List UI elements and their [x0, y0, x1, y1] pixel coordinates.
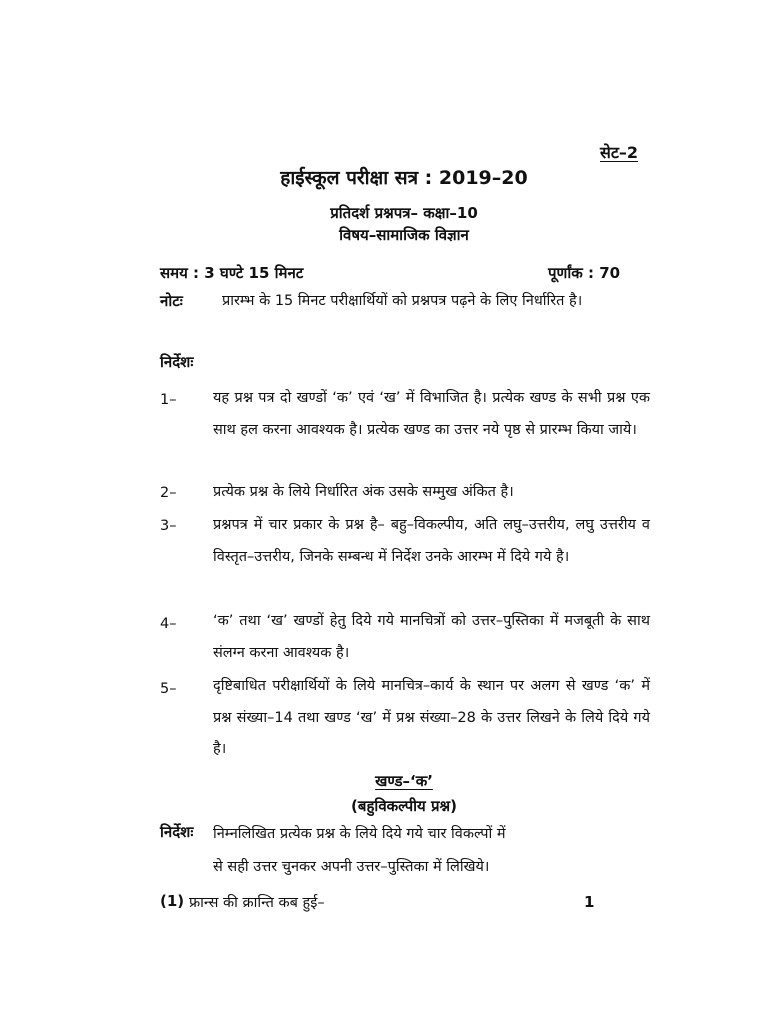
section-direction-line: निम्नलिखित प्रत्येक प्रश्न के लिये दिये गये चार विकल्पों में [213, 826, 506, 842]
exam-title: हाईस्कूल परीक्षा सत्र : 2019–20 [280, 167, 528, 189]
max-marks: पूर्णांक : 70 [548, 264, 621, 282]
instruction-text: प्रश्नपत्र में चार प्रकार के प्रश्न है– बहु–विकल्पीय, अति लघु–उत्तरीय, लघु उत्तरीय व विस्तृत–उत्तरीय, जिनके सम्बन्ध में निर्देश उनके आरम्भ में दिये गये है। [213, 517, 650, 565]
note-label: नोटः [160, 292, 183, 310]
instruction-number: 2– [160, 485, 177, 501]
section-direction-label: निर्देशः [160, 823, 194, 841]
instruction-number: 1– [160, 392, 177, 408]
time-allowed: समय : 3 घण्टे 15 मिनट [160, 264, 304, 282]
section-subtitle: (बहुविकल्पीय प्रश्न) [351, 797, 457, 815]
question-text: फ्रान्स की क्रान्ति कब हुई– [189, 895, 325, 911]
section-direction [213, 818, 650, 884]
instruction-text: प्रत्येक प्रश्न के लिये निर्धारित अंक उसके सम्मुख अंकित है। [213, 484, 514, 500]
instruction-text: ‘क’ तथा ‘ख’ खण्डों हेतु दिये गये मानचित्रों को उत्तर–पुस्तिका में मजबूती के साथ संलग्न करना आवश्यक है। [213, 613, 650, 661]
instruction-text: दृष्टिबाधित परीक्षार्थियों के लिये मानचित्र–कार्य के स्थान पर अलग से खण्ड ‘क’ में प्रश्न संख्या–14 तथा खण्ड ‘ख’ में प्रश्न संख्या–28 के उत्तर लिखने के लिये दिये गये है। [213, 678, 650, 757]
instruction-number: 4– [160, 616, 177, 632]
instructions-label: निर्देशः [160, 353, 194, 371]
note-text: प्रारम्भ के 15 मिनट परीक्षार्थियों को प्रश्नपत्र पढ़ने के लिए निर्धारित है। [222, 293, 583, 309]
instruction-text: यह प्रश्न पत्र दो खण्डों ‘क’ एवं ‘ख’ में विभाजित है। प्रत्येक खण्ड के सभी प्रश्न एक साथ हल करना आवश्यक है। प्रत्येक खण्ड का उत्तर नये पृष्ठ से प्रारम्भ किया जाये। [213, 390, 650, 438]
instruction-number: 3– [160, 518, 177, 534]
question-marks: 1 [584, 893, 595, 911]
section-title: खण्ड–‘क’ [375, 772, 433, 790]
paper-class-line: प्रतिदर्श प्रश्नपत्र– कक्षा–10 [330, 204, 478, 222]
set-number: सेट–2 [600, 143, 639, 162]
subject-line: विषय–सामाजिक विज्ञान [339, 226, 469, 244]
question-number: (1) [160, 892, 185, 910]
section-direction-line: से सही उत्तर चुनकर अपनी उत्तर–पुस्तिका में लिखिये। [213, 859, 490, 875]
instruction-number: 5– [160, 681, 177, 697]
